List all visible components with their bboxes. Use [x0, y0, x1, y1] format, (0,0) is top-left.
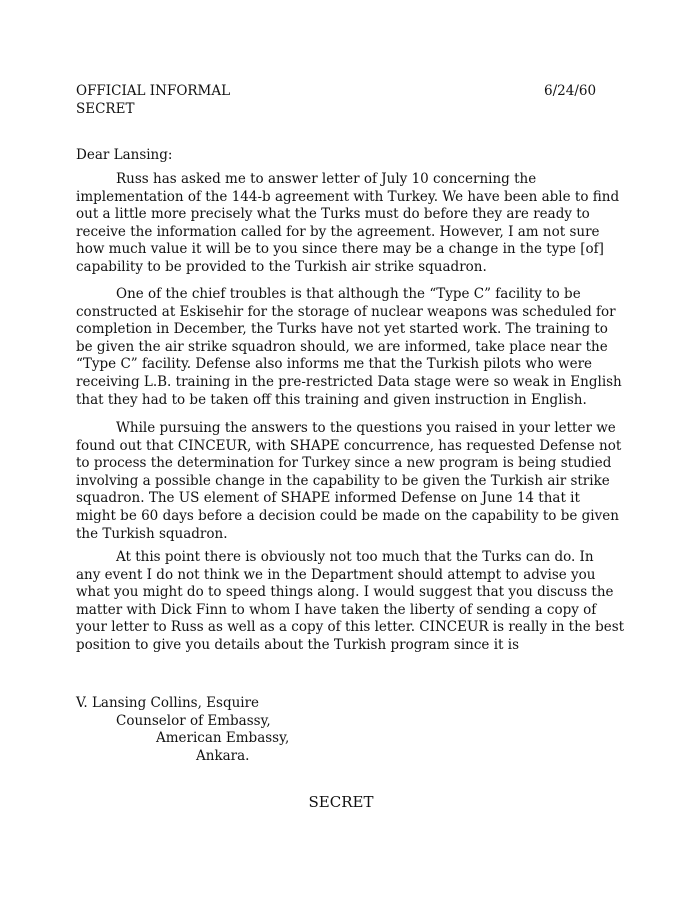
- paragraph-line: that they had to be taken off this training and given instruction in English.: [76, 391, 587, 408]
- paragraph-line: position to give you details about the Turkish program since it is: [76, 636, 519, 653]
- paragraph-line: might be 60 days before a decision could be made on the capability to be given: [76, 507, 619, 524]
- addressee-office: American Embassy,: [156, 730, 290, 747]
- body-paragraph-1: [76, 171, 620, 277]
- paragraph-line: involving a possible change in the capability to be given the Turkish air strike: [76, 472, 610, 489]
- classification-label: SECRET: [76, 101, 135, 117]
- paragraph-line: what you might do to speed things along. I would suggest that you discuss the: [76, 584, 614, 601]
- paragraph-line: constructed at Eskisehir for the storage of nuclear weapons was scheduled for: [76, 303, 616, 320]
- paragraph-line: your letter to Russ as well as a copy of this letter. CINCEUR is really in the best: [76, 619, 625, 636]
- body-paragraph-3: [76, 420, 622, 543]
- body-paragraph-4: [76, 549, 625, 655]
- paragraph-line: the Turkish squadron.: [76, 525, 228, 542]
- footer-classification: SECRET: [308, 793, 374, 811]
- paragraph-line: capability to be provided to the Turkish air strike squadron.: [76, 258, 487, 275]
- addressee-title: Counselor of Embassy,: [116, 712, 271, 729]
- paragraph-line: One of the chief troubles is that although the “Type C” facility to be: [116, 286, 581, 302]
- paragraph-line: to process the determination for Turkey since a new program is being studied: [76, 455, 612, 472]
- paragraph-line: any event I do not think we in the Department should attempt to advise you: [76, 566, 596, 583]
- paragraph-line: be given the air strike squadron should, we are informed, take place near the: [76, 338, 608, 355]
- salutation: Dear Lansing:: [76, 147, 173, 163]
- paragraph-line: matter with Dick Finn to whom I have taken the liberty of sending a copy of: [76, 601, 597, 618]
- paragraph-line: squadron. The US element of SHAPE informed Defense on June 14 that it: [76, 490, 580, 507]
- body-paragraph-2: [76, 286, 622, 409]
- paragraph-line: receive the information called for by the agreement. However, I am not sure: [76, 223, 600, 240]
- classification-header: [76, 82, 230, 118]
- paragraph-line: how much value it will be to you since there may be a change in the type [of]: [76, 241, 604, 258]
- addressee-block: [76, 695, 289, 765]
- addressee-city: Ankara.: [196, 747, 250, 764]
- handling-label: OFFICIAL INFORMAL: [76, 83, 231, 99]
- paragraph-line: While pursuing the answers to the questions you raised in your letter we: [116, 420, 616, 436]
- paragraph-line: completion in December, the Turks have not yet started work. The training to: [76, 321, 608, 338]
- paragraph-line: receiving L.B. training in the pre-restricted Data stage were so weak in English: [76, 373, 622, 390]
- addressee-name: V. Lansing Collins, Esquire: [76, 695, 260, 711]
- paragraph-line: “Type C” facility. Defense also informs me that the Turkish pilots who were: [76, 356, 593, 373]
- paragraph-line: Russ has asked me to answer letter of July 10 concerning the: [116, 171, 537, 187]
- paragraph-line: out a little more precisely what the Turks must do before they are ready to: [76, 206, 590, 223]
- paragraph-line: implementation of the 144-b agreement with Turkey. We have been able to find: [76, 188, 620, 205]
- paragraph-line: At this point there is obviously not too much that the Turks can do. In: [116, 549, 594, 565]
- letter-date: 6/24/60: [544, 83, 597, 99]
- paragraph-line: found out that CINCEUR, with SHAPE concurrence, has requested Defense not: [76, 437, 622, 454]
